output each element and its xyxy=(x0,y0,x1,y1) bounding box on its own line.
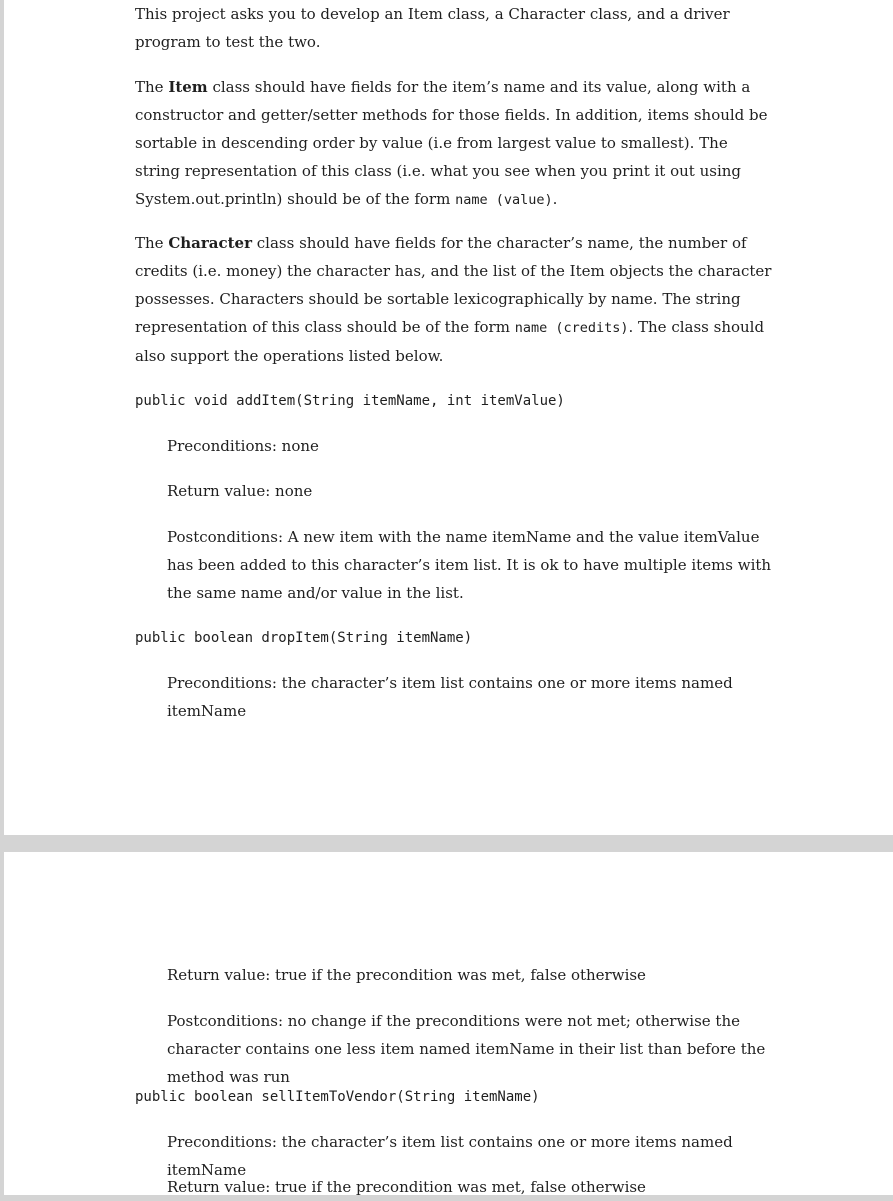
item-format-code: name (value) xyxy=(455,192,553,208)
sell-item-preconditions: Preconditions: the character’s item list contains one or more items named itemName xyxy=(167,1133,733,1179)
item-para-pre: The xyxy=(135,78,169,96)
character-class-paragraph xyxy=(135,229,775,370)
character-para-body: class should have fields for the character’s name, the number of credits (i.e. money) the character has, and the list of the Item objects the character possesses. Characters should be sortable lexicographically by name. The string representation of this class should be of the form xyxy=(135,234,772,336)
sell-item-return-value: Return value: true if the precondition was met, false otherwise xyxy=(167,1178,646,1196)
drop-item-signature: public boolean dropItem(String itemName) xyxy=(135,630,473,646)
character-para-end: . The class should also support the operations listed below. xyxy=(135,318,765,365)
document-page-2 xyxy=(4,852,893,1195)
drop-item-preconditions: Preconditions: the character’s item list contains one or more items named itemName xyxy=(167,674,733,720)
drop-item-postconditions: Postconditions: no change if the preconditions were not met; otherwise the character contains one less item named itemName in their list than before the method was run xyxy=(167,1012,766,1086)
character-class-name: Character xyxy=(168,234,253,252)
sell-item-signature: public boolean sellItemToVendor(String itemName) xyxy=(135,1089,540,1105)
add-item-return-value: Return value: none xyxy=(167,482,313,500)
character-para-pre: The xyxy=(135,234,169,252)
add-item-signature: public void addItem(String itemName, int itemValue) xyxy=(135,393,565,409)
item-para-body: class should have fields for the item’s name and its value, along with a constructor and getter/setter methods for those fields. In addition, items should be sortable in descending order by value (i.e from largest value to smallest). The string representation of this class (i.e. what you see when you print it out using System.out.println) should be of the form xyxy=(135,78,768,208)
character-format-code: name (credits) xyxy=(514,320,629,336)
add-item-preconditions: Preconditions: none xyxy=(167,437,319,455)
item-class-name: Item xyxy=(168,78,208,96)
item-para-end: . xyxy=(552,190,558,208)
drop-item-return-value: Return value: true if the precondition was met, false otherwise xyxy=(167,966,646,984)
intro-paragraph: This project asks you to develop an Item class, a Character class, and a driver program to test the two. xyxy=(135,5,730,51)
document-page-1 xyxy=(4,0,893,835)
add-item-postconditions: Postconditions: A new item with the name itemName and the value itemValue has been added to this character’s item list. It is ok to have multiple items with the same name and/or value in the list. xyxy=(167,528,772,602)
item-class-paragraph xyxy=(135,73,775,214)
